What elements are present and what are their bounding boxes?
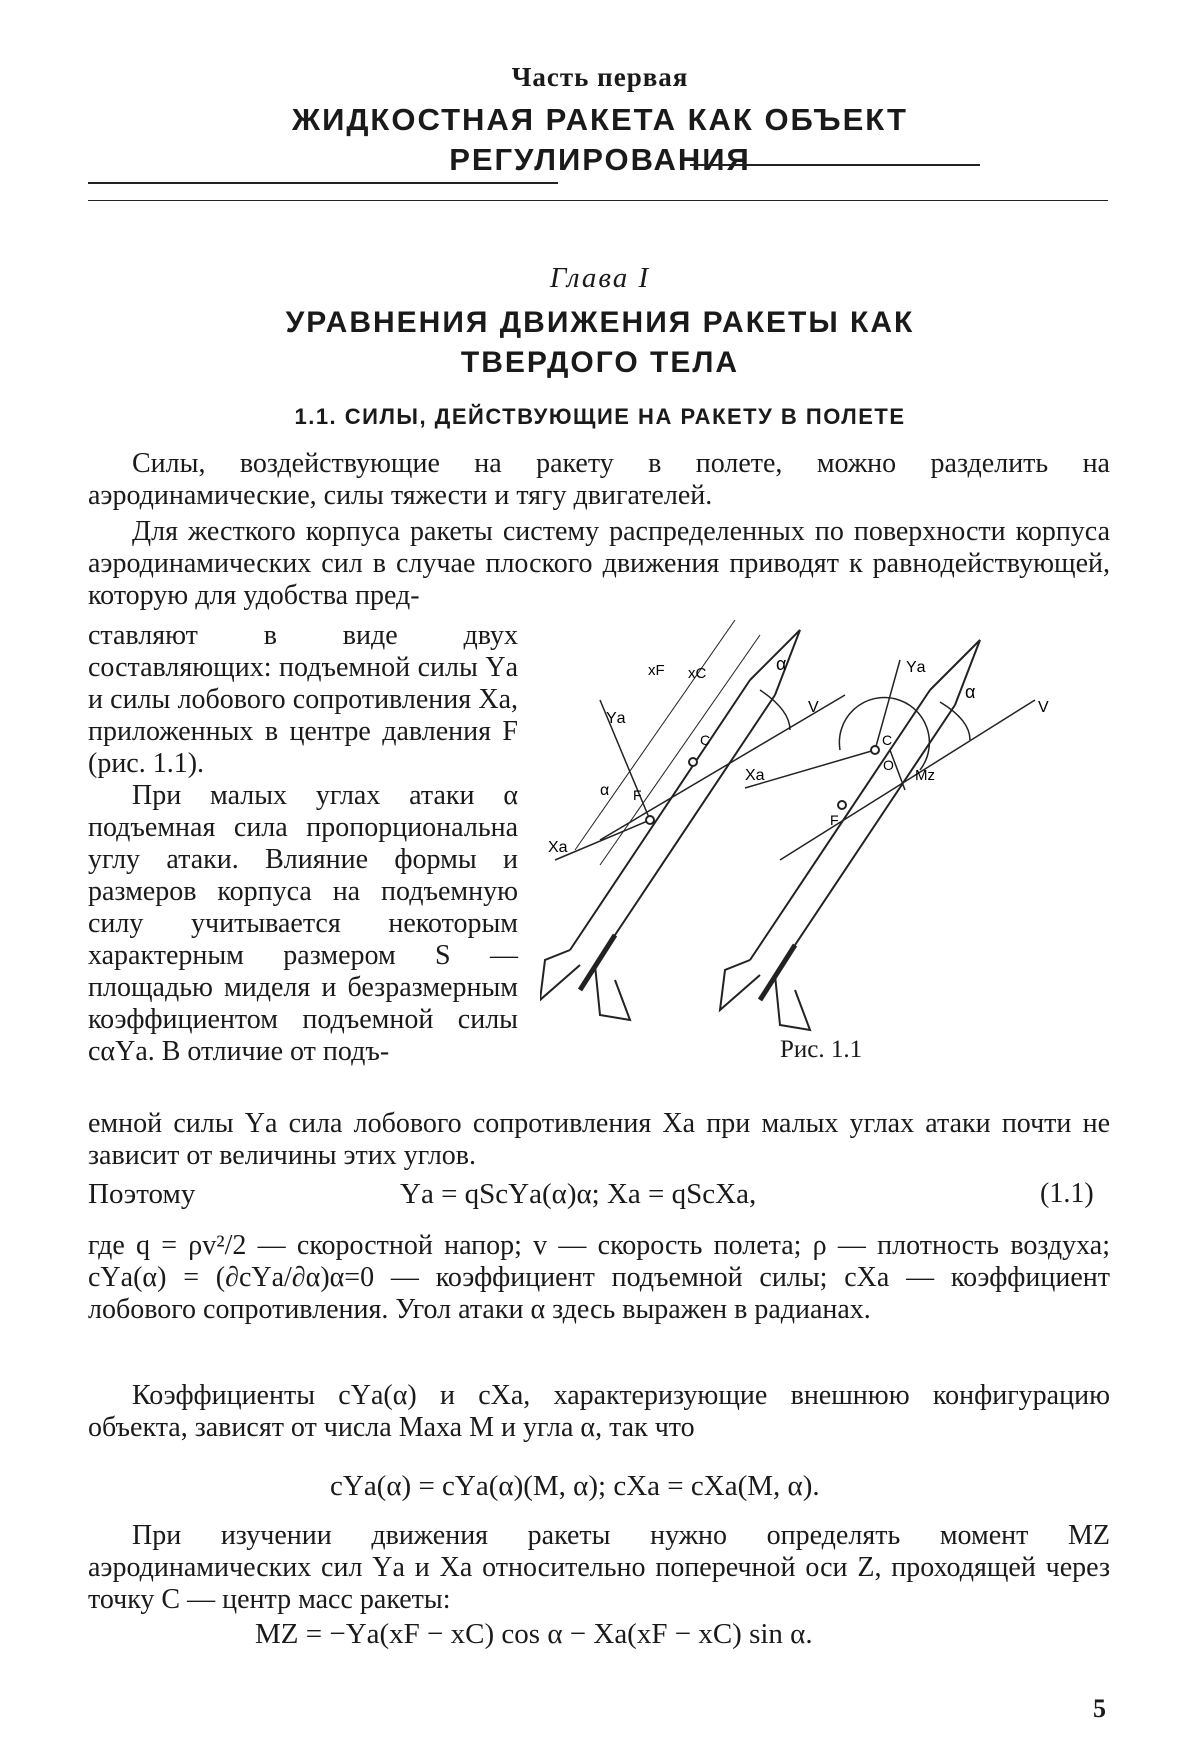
label-alpha-left-2: α [600,782,610,799]
paragraph-3-continued: емной силы Yа сила лобового сопротивления Xа при малых углах атаки почти не зависит от величины этих углов. [88,1108,1110,1171]
paragraph-1: Силы, воздействующие на ракету в полете, можно разделить на аэродинамические, силы тяжести и тягу двигателей. [88,448,1110,511]
label-mz: Mz [915,767,935,784]
label-ya-left: Yа [606,710,626,727]
equation-3: MZ = −Yа(xF − xC) cos α − Xа(xF − xC) sin α. [255,1618,813,1650]
lead-word: Поэтому [88,1178,196,1210]
page-number: 5 [1093,1694,1106,1723]
chapter-title: УРАВНЕНИЯ ДВИЖЕНИЯ РАКЕТЫ КАК ТВЕРДОГО ТЕЛА [285,306,915,379]
rocket-right [720,640,1035,1030]
equation-2: cYа(α) = cYа(α)(M, α); cXа = cXа(M, α). [330,1470,820,1502]
equation-number: (1.1) [1040,1178,1094,1209]
label-xf: xF [648,662,665,679]
label-v-left: V [808,699,819,716]
figure-caption: Рис. 1.1 [780,1036,863,1063]
label-c-right: C [882,732,893,748]
divider-full [88,200,1108,201]
paragraph-7: При изучении движения ракеты нужно определять момент MZ аэродинамических сил Yа и Xа относительно поперечной оси Z, проходящей через точку C — центр масс ракеты: [88,1520,1110,1615]
divider-right [690,164,980,166]
label-ya-right: Yа [906,659,926,676]
part-label: Часть первая [511,62,689,92]
paragraph-2: Для жесткого корпуса ракеты систему распределенных по поверхности корпуса аэродинамических сил в случае плоского движения приводят к равнодействующей, которую для удобства пред- [88,516,1110,611]
paragraph-6: Коэффициенты cYа(α) и cXа, характеризующие внешнюю конфигурацию объекта, зависят от числа Маха M и угла α, так что [88,1380,1110,1443]
label-c-left: C [700,732,711,748]
label-xc: xC [688,665,707,682]
paragraph-2-continued: ставляют в виде двух составляющих: подъемной силы Yа и силы лобового сопротивления Xа, приложенных в центре давления F (рис. 1.1). [88,620,518,779]
paragraph-5: где q = ρv²/2 — скоростной напор; v — скорость полета; ρ — плотность воздуха; cYа(α) = (∂cYа/∂α)α=0 — коэффициент подъемной силы; cXа — коэффициент лобового сопротивления. Угол атаки α здесь выражен в радианах. [88,1230,1110,1325]
label-f-left: F [633,787,642,803]
chapter-label: Глава I [549,262,651,294]
equation-1-1: Yа = qScYа(α)α; Xа = qScXа, [400,1178,757,1210]
label-alpha-left: α [776,654,787,674]
paragraph-3: При малых углах атаки α подъемная сила пропорциональна углу атаки. Влияние формы и размеров корпуса на подъемную силу учитывается некоторым характерным размером S — площадью миделя и безразмерным коэффициентом подъемной силы cαYа. В отличие от подъ- [88,780,518,1067]
label-xa-right: Xа [745,767,765,784]
wrapped-column [88,620,518,1068]
part-title: ЖИДКОСТНАЯ РАКЕТА КАК ОБЪЕКТ РЕГУЛИРОВАНИЯ [292,102,908,177]
label-xa-left: Xа [548,839,568,856]
label-alpha-right: α [965,682,976,702]
divider-left [88,182,558,184]
label-o-right: O [883,757,894,773]
section-title: 1.1. СИЛЫ, ДЕЙСТВУЮЩИЕ НА РАКЕТУ В ПОЛЕТЕ [294,404,906,429]
label-v-right: V [1038,699,1049,716]
label-f-right: F [830,812,839,828]
rocket-figure [540,620,1110,1060]
